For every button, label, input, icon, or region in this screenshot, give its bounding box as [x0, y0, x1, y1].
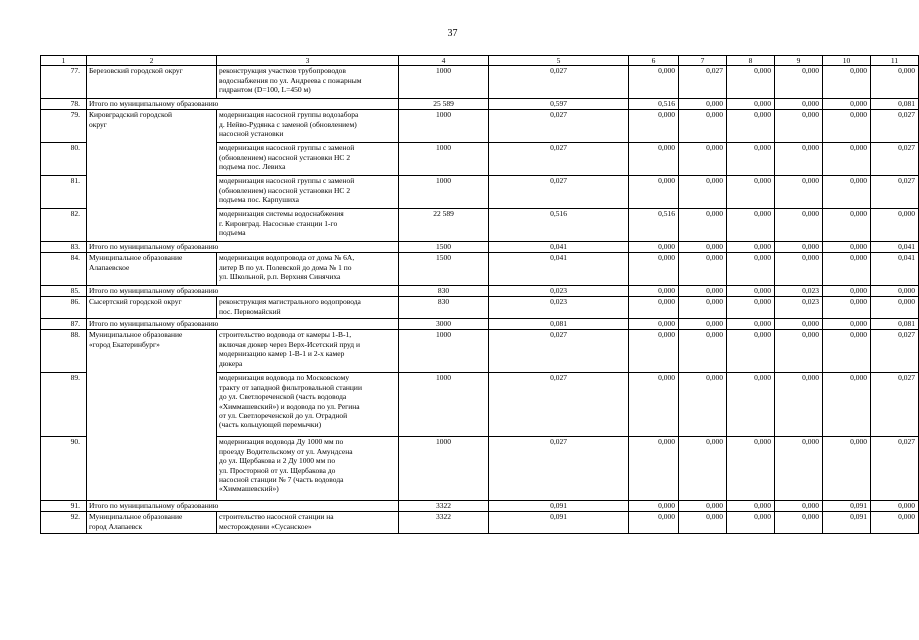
row-number: 78.	[41, 99, 87, 110]
value-col-10: 0,000	[823, 143, 871, 176]
value-col-7: 0,000	[679, 286, 727, 297]
row-number: 84.	[41, 253, 87, 286]
value-col-10: 0,000	[823, 66, 871, 99]
value-col-5: 0,027	[489, 66, 629, 99]
value-col-5: 0,027	[489, 110, 629, 143]
value-col-7: 0,000	[679, 373, 727, 437]
total-label: Итого по муниципальному образованию	[87, 99, 399, 110]
value-col-11: 0,000	[871, 501, 919, 512]
total-label: Итого по муниципальному образованию	[87, 286, 399, 297]
value-col-6: 0,000	[629, 253, 679, 286]
value-col-5: 0,041	[489, 253, 629, 286]
table-row	[41, 330, 919, 373]
value-col-7: 0,000	[679, 253, 727, 286]
value-col-11: 0,041	[871, 242, 919, 253]
column-number-10: 10	[823, 56, 871, 66]
value-col-4: 1500	[399, 242, 489, 253]
value-col-5: 0,027	[489, 373, 629, 437]
value-col-10: 0,000	[823, 437, 871, 501]
row-number: 77.	[41, 66, 87, 99]
total-row	[41, 286, 919, 297]
value-col-8: 0,000	[727, 501, 775, 512]
value-col-7: 0,000	[679, 242, 727, 253]
value-col-9: 0,000	[775, 437, 823, 501]
value-col-9: 0,000	[775, 319, 823, 330]
value-col-10: 0,000	[823, 176, 871, 209]
value-col-9: 0,000	[775, 110, 823, 143]
value-col-8: 0,000	[727, 66, 775, 99]
value-col-11: 0,000	[871, 512, 919, 534]
value-col-4: 1500	[399, 253, 489, 286]
value-col-11: 0,000	[871, 66, 919, 99]
value-col-8: 0,000	[727, 143, 775, 176]
value-col-11: 0,027	[871, 373, 919, 437]
row-number: 91.	[41, 501, 87, 512]
project-description: реконструкция участков трубопроводов водоснабжения по ул. Андреева с пожарным гидрантом (D=100, L=450 м)	[217, 66, 399, 99]
value-col-7: 0,000	[679, 176, 727, 209]
total-label: Итого по муниципальному образованию	[87, 242, 399, 253]
value-col-4: 1000	[399, 176, 489, 209]
project-description: реконструкция магистрального водопровода пос. Первомайский	[217, 297, 399, 319]
value-col-7: 0,000	[679, 330, 727, 373]
value-col-8: 0,000	[727, 373, 775, 437]
value-col-11: 0,027	[871, 437, 919, 501]
column-number-5: 5	[489, 56, 629, 66]
value-col-11: 0,027	[871, 110, 919, 143]
project-description: модернизация насосной группы с заменой (обновлением) насосной установки НС 2 подъема пос. Левиха	[217, 143, 399, 176]
table-row	[41, 512, 919, 534]
value-col-9: 0,000	[775, 99, 823, 110]
column-number-1: 1	[41, 56, 87, 66]
value-col-7: 0,000	[679, 297, 727, 319]
column-number-2: 2	[87, 56, 217, 66]
column-number-7: 7	[679, 56, 727, 66]
column-number-8: 8	[727, 56, 775, 66]
value-col-4: 3322	[399, 512, 489, 534]
value-col-11: 0,081	[871, 99, 919, 110]
value-col-8: 0,000	[727, 253, 775, 286]
value-col-9: 0,000	[775, 253, 823, 286]
municipality-name: Муниципальное образование город Алапаевск	[87, 512, 217, 534]
budget-table	[40, 55, 919, 534]
value-col-10: 0,091	[823, 501, 871, 512]
value-col-9: 0,023	[775, 297, 823, 319]
value-col-8: 0,000	[727, 99, 775, 110]
value-col-6: 0,000	[629, 512, 679, 534]
table-row	[41, 110, 919, 143]
project-description: строительство водовода от камеры 1-В-1, включая дюкер через Верх-Исетский пруд и модернизацию камер 1-В-1 и 2-х камер дюкера	[217, 330, 399, 373]
project-description: модернизация насосной группы водозабора д. Нейво-Рудянка с заменой (обновлением) насосной установки	[217, 110, 399, 143]
value-col-4: 3000	[399, 319, 489, 330]
value-col-10: 0,000	[823, 319, 871, 330]
value-col-11: 0,027	[871, 143, 919, 176]
row-number: 86.	[41, 297, 87, 319]
value-col-9: 0,000	[775, 512, 823, 534]
value-col-8: 0,000	[727, 319, 775, 330]
municipality-name: Муниципальное образование «город Екатеринбург»	[87, 330, 217, 501]
value-col-7: 0,000	[679, 512, 727, 534]
value-col-11: 0,000	[871, 209, 919, 242]
table-row	[41, 66, 919, 99]
value-col-11: 0,000	[871, 297, 919, 319]
value-col-9: 0,000	[775, 330, 823, 373]
value-col-4: 830	[399, 286, 489, 297]
value-col-9: 0,000	[775, 242, 823, 253]
total-label: Итого по муниципальному образованию	[87, 319, 399, 330]
value-col-8: 0,000	[727, 176, 775, 209]
value-col-11: 0,081	[871, 319, 919, 330]
value-col-5: 0,027	[489, 176, 629, 209]
table-header-row	[41, 56, 919, 66]
project-description: модернизация водопровода от дома № 6А, литер В по ул. Полевской до дома № 1 по ул. Школьной, р.п. Верхняя Синячиха	[217, 253, 399, 286]
value-col-4: 1000	[399, 437, 489, 501]
table-row	[41, 253, 919, 286]
project-description: строительство насосной станции на месторождении «Сусанское»	[217, 512, 399, 534]
page-number: 37	[447, 28, 458, 39]
value-col-9: 0,000	[775, 176, 823, 209]
value-col-4: 1000	[399, 66, 489, 99]
value-col-11: 0,027	[871, 330, 919, 373]
row-number: 92.	[41, 512, 87, 534]
value-col-5: 0,027	[489, 437, 629, 501]
value-col-9: 0,023	[775, 286, 823, 297]
value-col-8: 0,000	[727, 330, 775, 373]
row-number: 85.	[41, 286, 87, 297]
value-col-10: 0,000	[823, 209, 871, 242]
total-row	[41, 99, 919, 110]
value-col-5: 0,027	[489, 143, 629, 176]
municipality-name: Березовский городской округ	[87, 66, 217, 99]
value-col-6: 0,000	[629, 110, 679, 143]
value-col-6: 0,000	[629, 319, 679, 330]
total-row	[41, 242, 919, 253]
value-col-8: 0,000	[727, 242, 775, 253]
value-col-5: 0,597	[489, 99, 629, 110]
value-col-8: 0,000	[727, 286, 775, 297]
value-col-10: 0,091	[823, 512, 871, 534]
value-col-6: 0,000	[629, 66, 679, 99]
row-number: 88.	[41, 330, 87, 373]
value-col-6: 0,000	[629, 437, 679, 501]
column-number-4: 4	[399, 56, 489, 66]
value-col-4: 1000	[399, 330, 489, 373]
value-col-5: 0,516	[489, 209, 629, 242]
value-col-5: 0,091	[489, 512, 629, 534]
value-col-4: 1000	[399, 373, 489, 437]
value-col-9: 0,000	[775, 209, 823, 242]
value-col-6: 0,000	[629, 242, 679, 253]
value-col-6: 0,000	[629, 176, 679, 209]
value-col-8: 0,000	[727, 110, 775, 143]
row-number: 81.	[41, 176, 87, 209]
value-col-5: 0,023	[489, 286, 629, 297]
value-col-10: 0,000	[823, 242, 871, 253]
value-col-6: 0,000	[629, 143, 679, 176]
value-col-4: 1000	[399, 110, 489, 143]
value-col-6: 0,000	[629, 501, 679, 512]
municipality-name: Муниципальное образование Алапаевское	[87, 253, 217, 286]
value-col-4: 25 589	[399, 99, 489, 110]
value-col-7: 0,000	[679, 143, 727, 176]
total-label: Итого по муниципальному образованию	[87, 501, 399, 512]
municipality-name: Кировградский городской округ	[87, 110, 217, 242]
value-col-7: 0,027	[679, 66, 727, 99]
total-row	[41, 501, 919, 512]
value-col-5: 0,091	[489, 501, 629, 512]
row-number: 87.	[41, 319, 87, 330]
value-col-8: 0,000	[727, 209, 775, 242]
value-col-10: 0,000	[823, 253, 871, 286]
value-col-5: 0,027	[489, 330, 629, 373]
value-col-7: 0,000	[679, 501, 727, 512]
value-col-7: 0,000	[679, 319, 727, 330]
table-row	[41, 297, 919, 319]
value-col-6: 0,516	[629, 209, 679, 242]
value-col-8: 0,000	[727, 437, 775, 501]
column-number-3: 3	[217, 56, 399, 66]
value-col-6: 0,516	[629, 99, 679, 110]
value-col-6: 0,000	[629, 330, 679, 373]
row-number: 83.	[41, 242, 87, 253]
project-description: модернизация насосной группы с заменой (обновлением) насосной установки НС 2 подъема пос. Карпушиха	[217, 176, 399, 209]
value-col-4: 1000	[399, 143, 489, 176]
row-number: 82.	[41, 209, 87, 242]
value-col-10: 0,000	[823, 99, 871, 110]
value-col-9: 0,000	[775, 66, 823, 99]
value-col-6: 0,000	[629, 373, 679, 437]
value-col-9: 0,000	[775, 373, 823, 437]
value-col-10: 0,000	[823, 110, 871, 143]
row-number: 90.	[41, 437, 87, 501]
value-col-4: 830	[399, 297, 489, 319]
value-col-6: 0,000	[629, 297, 679, 319]
value-col-10: 0,000	[823, 286, 871, 297]
row-number: 89.	[41, 373, 87, 437]
column-number-11: 11	[871, 56, 919, 66]
value-col-11: 0,000	[871, 286, 919, 297]
value-col-5: 0,041	[489, 242, 629, 253]
value-col-7: 0,000	[679, 99, 727, 110]
value-col-10: 0,000	[823, 330, 871, 373]
value-col-7: 0,000	[679, 437, 727, 501]
municipality-name: Сысертский городской округ	[87, 297, 217, 319]
value-col-10: 0,000	[823, 297, 871, 319]
value-col-5: 0,081	[489, 319, 629, 330]
project-description: модернизация водовода по Московскому тракту от западной фильтровальной станции до ул. Светлореченской (часть водовода «Химмашевский») и водовода по ул. Регина от ул. Светлореченской до ул. Отрадной (часть кольцующей перемычки)	[217, 373, 399, 437]
value-col-5: 0,023	[489, 297, 629, 319]
column-number-9: 9	[775, 56, 823, 66]
column-number-6: 6	[629, 56, 679, 66]
row-number: 79.	[41, 110, 87, 143]
value-col-4: 22 589	[399, 209, 489, 242]
value-col-9: 0,000	[775, 143, 823, 176]
total-row	[41, 319, 919, 330]
value-col-8: 0,000	[727, 297, 775, 319]
value-col-7: 0,000	[679, 110, 727, 143]
value-col-11: 0,041	[871, 253, 919, 286]
value-col-8: 0,000	[727, 512, 775, 534]
value-col-7: 0,000	[679, 209, 727, 242]
value-col-6: 0,000	[629, 286, 679, 297]
project-description: модернизация водовода Ду 1000 мм по проезду Водительскому от ул. Амундсена до ул. Щербакова и 2 Ду 1000 мм по ул. Просторной от ул. Щербакова до насосной станции № 7 (часть водовода «Химмашевский»)	[217, 437, 399, 501]
value-col-10: 0,000	[823, 373, 871, 437]
value-col-11: 0,027	[871, 176, 919, 209]
row-number: 80.	[41, 143, 87, 176]
value-col-4: 3322	[399, 501, 489, 512]
project-description: модернизация системы водоснабжения г. Кировград. Насосные станции 1-го подъема	[217, 209, 399, 242]
value-col-9: 0,000	[775, 501, 823, 512]
